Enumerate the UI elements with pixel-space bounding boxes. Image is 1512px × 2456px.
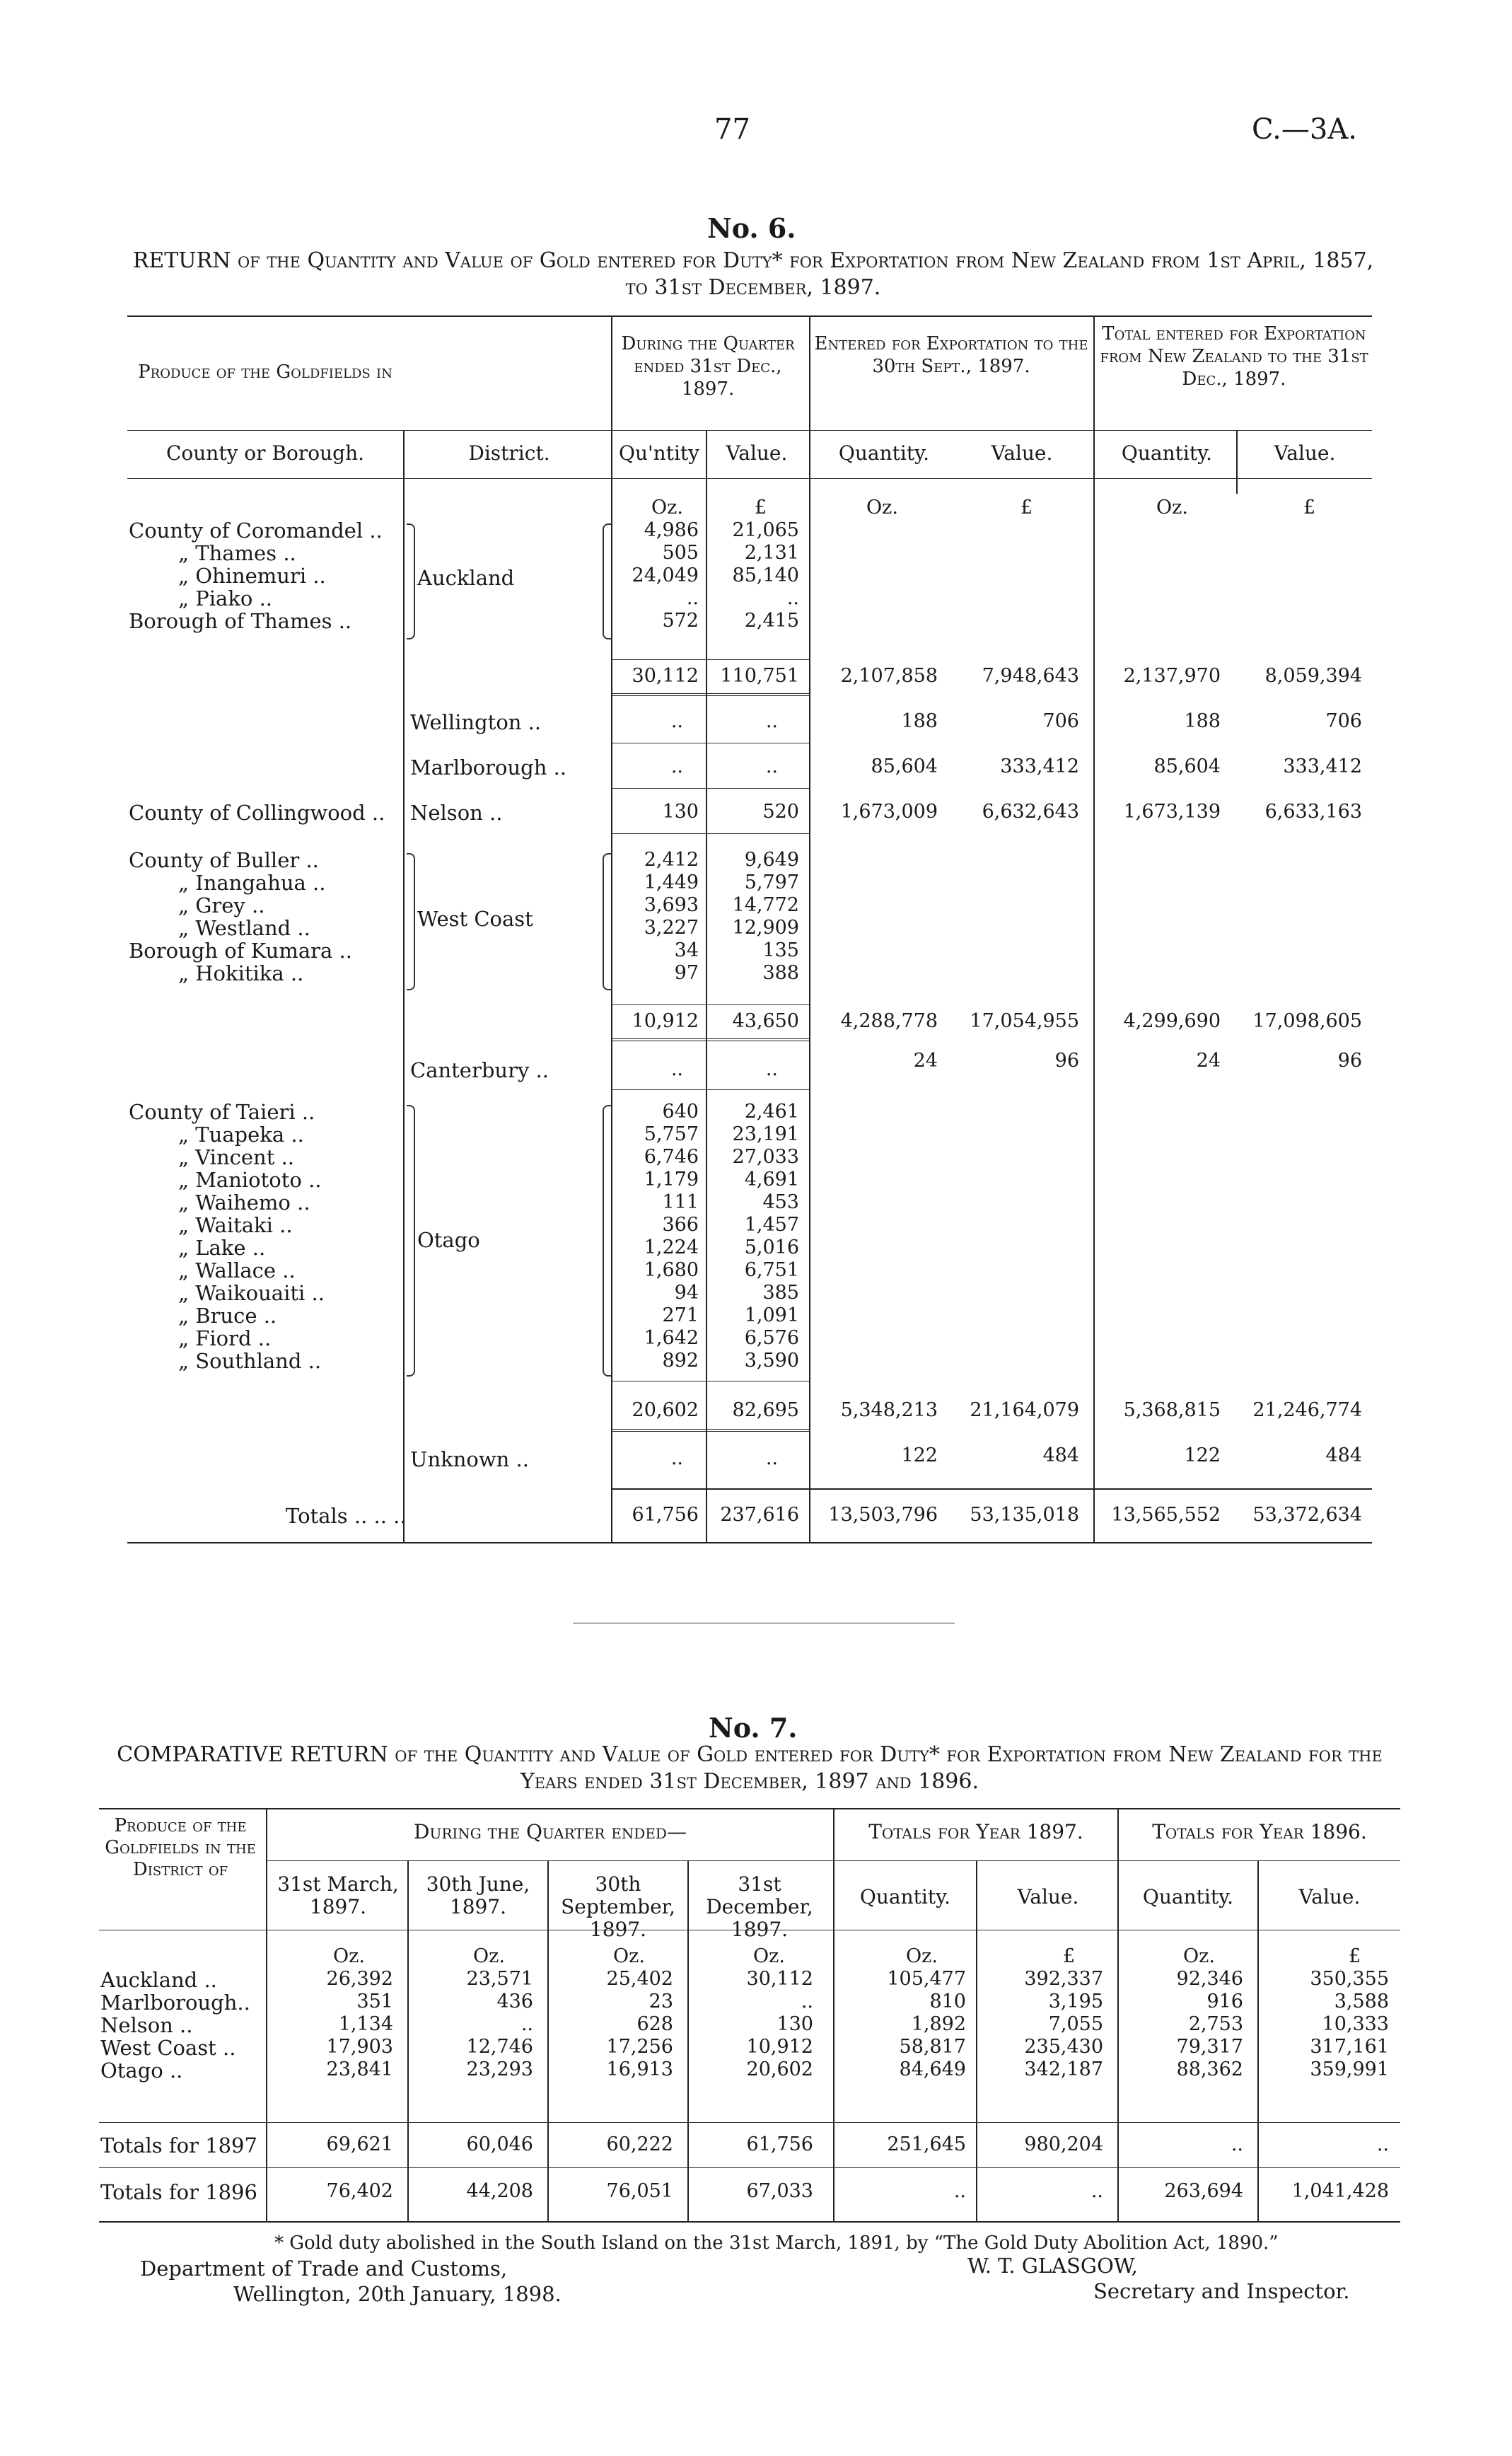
t6-auckland-brace-left [407,523,415,639]
t6-westcoast-sub-total-val: 17,098,605 [1252,1010,1362,1032]
t6-totals-entered-val: 53,135,018 [970,1504,1079,1526]
t7-totals1897-cell: 60,222 [606,2133,673,2155]
t6-westcoast-sub-total-qty: 4,299,690 [1123,1010,1221,1032]
t7-totals1897-label: Totals for 1897 [100,2133,257,2157]
county: „ Bruce .. [178,1304,277,1328]
t6-canterbury-qty: .. [670,1058,683,1080]
t7-row-cell: 17,256 [606,2036,673,2058]
footnote: * Gold duty abolished in the South Island on the 31st March, 1891, by “The Gold Duty Abolition Act, 1890.” [274,2232,1279,2254]
value: 453 [762,1191,799,1213]
t6-col-total-qty: Quantity. [1121,441,1213,465]
t6-westcoast-sub-qty: 10,912 [632,1010,699,1032]
t6-totals-total-val: 53,372,634 [1252,1504,1362,1526]
t7-row-cell: 436 [496,1991,533,2012]
t7-row-district: West Coast .. [100,2036,236,2060]
qty: 1,449 [644,871,699,893]
county: „ Wallace .. [178,1258,296,1282]
t7-unit: Oz. [753,1945,785,1967]
t7-row-cell: 105,477 [887,1968,966,1990]
t7-totals1896-cell: 76,051 [606,2180,673,2202]
county: „ Southland .. [178,1349,322,1373]
qty: 94 [674,1282,699,1304]
t7-row-cell: 58,817 [899,2036,966,2058]
qty: 1,224 [644,1236,699,1258]
t6-canterbury-val: .. [765,1058,778,1080]
t7-col-1897-value: Value. [1017,1885,1079,1908]
t6-unit-entered-qty: Oz. [866,497,898,519]
t7-row-cell: 2,753 [1188,2013,1243,2035]
t6-canterbury-total-val: 96 [1337,1050,1362,1072]
t7-header-1896: Totals for Year 1896. [1152,1820,1367,1843]
t6-otago-sum-rule [612,1381,809,1382]
county: „ Lake .. [178,1236,266,1260]
qty: 97 [674,962,699,984]
t6-totals-entered-qty: 13,503,796 [828,1504,938,1526]
t7-row-cell: 12,746 [466,2036,533,2058]
t6-unknown-qty: .. [670,1447,683,1469]
value: 85,140 [732,564,799,586]
t7-row-cell: .. [801,1991,813,2012]
t7-totals1897-cell: 61,756 [746,2133,813,2155]
t6-canterbury-entered-val: 96 [1054,1050,1079,1072]
t7-totals1897-cell: 60,046 [466,2133,533,2155]
t6-unit-entered-value: £ [1020,497,1033,519]
t7-row-cell: 350,355 [1310,1968,1389,1990]
t6-vline-1 [403,430,405,1542]
value: 27,033 [732,1146,799,1168]
t6-auckland-counties [129,519,383,632]
t6-otago-counties [129,1101,325,1372]
department-line2: Wellington, 20th January, 1898. [233,2282,562,2306]
t7-totals1897-rule [99,2167,1400,2168]
t6-vline-6 [1236,430,1238,494]
t6-westcoast-sub-val: 43,650 [732,1010,799,1032]
t6-westcoast-sub-entered-val: 17,054,955 [970,1010,1079,1032]
t7-col-1896-qty: Quantity. [1142,1885,1234,1908]
t7-unit: Oz. [473,1945,505,1967]
t6-nelson-district: Nelson .. [410,801,503,825]
t6-col-qty: Qu'ntity [619,441,699,465]
t7-row-cell: 23,293 [466,2058,533,2080]
t7-row-cell: 351 [356,1991,393,2012]
t7-unit: £ [1062,1945,1075,1967]
t6-header-quarter: During the Quarter ended 31st Dec., 1897. [621,333,795,400]
county: „ Westland .. [178,916,310,940]
t7-row-cell: 317,161 [1310,2036,1389,2058]
t6-wellington-val: .. [765,710,778,732]
t7-row-cell: 23,571 [466,1968,533,1990]
t7-totals1896-cell: 263,694 [1164,2180,1243,2202]
t7-totals1897-cell: 251,645 [887,2133,966,2155]
qty: 572 [662,610,699,632]
t7-row-cell: 16,913 [606,2058,673,2080]
t7-totals1897-cell: 69,621 [326,2133,393,2155]
t7-vline-1 [266,1808,267,2221]
t7-row-district: Otago .. [100,2058,183,2083]
qty: 111 [662,1191,699,1213]
qty: 1,179 [644,1169,699,1191]
t6-auckland-sum-rule [612,659,809,660]
county: „ Inangahua .. [178,871,326,895]
t7-unit: Oz. [613,1945,645,1967]
t7-totals1896-cell: 76,402 [326,2180,393,2202]
county: „ Vincent .. [178,1145,295,1169]
t7-row-cell: 84,649 [899,2058,966,2080]
t6-header-total: Total entered for Exportation from New Zealand to the 31st Dec., 1897. [1100,323,1368,390]
t6-nelson-val: 520 [762,801,799,823]
t7-totals1897-cell: .. [1231,2133,1243,2155]
county: Borough of Thames .. [129,609,352,633]
t7-unit: Oz. [906,1945,938,1967]
signature-name: W. T. GLASGOW, [967,2254,1138,2278]
t6-unknown-total-val: 484 [1325,1444,1362,1466]
t6-westcoast-dbl-rule [612,1038,809,1041]
t7-row-cell: 392,337 [1024,1968,1103,1990]
t7-bottom-rule [99,2221,1400,2223]
value: 1,091 [744,1304,799,1326]
t6-header-rule [127,430,1372,431]
t6-unknown-entered-qty: 122 [901,1444,938,1466]
t7-row-cell: 235,430 [1024,2036,1103,2058]
t7-row-cell: 23,841 [326,2058,393,2080]
t6-col-district: District. [468,441,550,465]
t7-col-mar: 31st March, 1897. [277,1872,399,1918]
t6-marlborough-qty: .. [670,755,683,777]
t6-otago-sub-entered-val: 21,164,079 [970,1399,1079,1421]
t6-auckland-sub-entered-qty: 2,107,858 [840,665,938,687]
t6-otago-district: Otago [417,1228,480,1252]
t7-col-jun: 30th June, 1897. [426,1872,530,1918]
t6-unit-value: £ [754,497,767,519]
value: 4,691 [744,1169,799,1191]
t6-auckland-brace-right [603,523,611,639]
t6-otago-sub-total-val: 21,246,774 [1252,1399,1362,1421]
t6-auckland-dbl-rule [612,693,809,696]
t6-otago-sub-entered-qty: 5,348,213 [840,1399,938,1421]
table6-top-rule [127,315,1372,317]
county: „ Fiord .. [178,1326,272,1350]
table6-number: No. 6. [707,212,796,244]
t6-nelson-entered-val: 6,632,643 [982,801,1079,823]
value: 2,415 [744,610,799,632]
county: „ Maniototo .. [178,1168,322,1192]
t7-row-cell: 25,402 [606,1968,673,1990]
t6-canterbury-entered-qty: 24 [913,1050,938,1072]
t7-totals1896-cell: 1,041,428 [1291,2180,1389,2202]
t6-col-county: County or Borough. [165,441,365,465]
value: 1,457 [744,1214,799,1236]
t6-westcoast-counties [129,849,352,985]
t6-otago-val [707,1101,799,1372]
qty: 4,986 [644,519,699,541]
t7-row-district: Nelson .. [100,2013,193,2037]
t7-header-produce: Produce of the Goldfields in the District of [105,1815,256,1880]
t6-westcoast-sum-rule [612,1004,809,1005]
t7-col-1896-value: Value. [1298,1885,1361,1908]
page-number: 77 [714,113,750,146]
qty: 366 [662,1214,699,1236]
t6-wellington-entered-val: 706 [1042,710,1079,732]
t6-otago-sub-qty: 20,602 [632,1399,699,1421]
t6-nelson-total-val: 6,633,163 [1264,801,1362,823]
t6-wellington-qty: .. [670,710,683,732]
t6-otago-dbl-rule [612,1429,809,1432]
value: 21,065 [732,519,799,541]
t7-rows-rule [99,2122,1400,2123]
county: County of Coromandel .. [129,519,383,543]
t6-col-entered-qty: Quantity. [838,441,930,465]
t6-marlborough-val: .. [765,755,778,777]
t6-marlborough-total-val: 333,412 [1283,755,1362,777]
t7-col-dec: 31st December, 1897. [706,1872,813,1941]
t6-westcoast-brace-left [407,853,415,990]
t7-col-1897-qty: Quantity. [859,1885,951,1908]
t6-westcoast-qty [612,849,699,985]
t7-row-cell: 92,346 [1176,1968,1243,1990]
t6-nelson-rule [612,833,809,834]
t6-nelson-county: County of Collingwood .. [129,801,385,825]
t7-row-cell: 88,362 [1176,2058,1243,2080]
t6-marlborough-entered-val: 333,412 [1000,755,1079,777]
value: 2,131 [744,542,799,564]
t6-auckland-sub-entered-val: 7,948,643 [982,665,1079,687]
qty: .. [686,587,699,609]
county: „ Thames .. [178,541,296,565]
t6-canterbury-total-qty: 24 [1196,1050,1221,1072]
qty: 3,693 [644,894,699,916]
t6-unknown-total-qty: 122 [1184,1444,1221,1466]
county: „ Hokitika .. [178,961,304,985]
t7-row-cell: 23 [649,1991,673,2012]
t7-row-district: Marlborough.. [100,1991,250,2015]
value: 9,649 [744,849,799,871]
t6-unknown-district: Unknown .. [410,1447,529,1471]
t6-wellington-district: Wellington .. [410,710,542,734]
t7-header-quarter: During the Quarter ended— [414,1820,687,1843]
t6-marlborough-entered-qty: 85,604 [871,755,938,777]
value: 12,909 [732,917,799,939]
t6-otago-qty [612,1101,699,1372]
t6-totals-total-qty: 13,565,552 [1111,1504,1221,1526]
t6-marlborough-district: Marlborough .. [410,755,567,780]
t6-westcoast-val [707,849,799,985]
qty: 24,049 [632,564,699,586]
table7-title: COMPARATIVE RETURN of the Quantity and Value of Gold entered for Duty* for Exportation from New Zealand for the Years ended 31st December, 1897 and 1896. [117,1742,1383,1794]
t7-row-cell: 810 [929,1991,966,2012]
table7-top-rule [99,1808,1400,1809]
county: „ Waitaki .. [178,1213,293,1237]
t7-row-cell: 342,187 [1024,2058,1103,2080]
t6-otago-brace-left [407,1105,415,1377]
t7-row-cell: 916 [1206,1991,1243,2012]
t7-col-sep: 30th September, 1897. [561,1872,675,1941]
county: „ Waihemo .. [178,1191,310,1215]
t6-auckland-sub-total-qty: 2,137,970 [1123,665,1221,687]
t6-totals-top-rule [612,1488,1372,1490]
t6-wellington-entered-qty: 188 [901,710,938,732]
t7-row-cell: 26,392 [326,1968,393,1990]
t7-row-cell: 1,134 [338,2013,393,2035]
qty: 640 [662,1101,699,1123]
t7-totals1896-cell: .. [1091,2180,1103,2202]
t7-row-cell: .. [521,2013,533,2035]
qty: 1,642 [644,1327,699,1349]
county: Borough of Kumara .. [129,939,352,963]
qty: 1,680 [644,1259,699,1281]
t6-auckland-sub-val: 110,751 [720,665,799,687]
t6-auckland-sub-total-val: 8,059,394 [1264,665,1362,687]
t7-row-cell: 1,892 [911,2013,966,2035]
value: 5,016 [744,1236,799,1258]
t6-otago-sub-val: 82,695 [732,1399,799,1421]
qty: 34 [674,939,699,961]
qty: 892 [662,1350,699,1372]
county: „ Piako .. [178,586,273,610]
t7-row-cell: 10,333 [1322,2013,1389,2035]
county: „ Tuapeka .. [178,1123,304,1147]
t7-row-cell: 20,602 [746,2058,813,2080]
t7-totals1896-cell: 67,033 [746,2180,813,2202]
qty: 3,227 [644,917,699,939]
t6-otago-sub-total-qty: 5,368,815 [1123,1399,1221,1421]
t7-row-cell: 17,903 [326,2036,393,2058]
t7-row-cell: 79,317 [1176,2036,1243,2058]
t7-row-cell: 30,112 [746,1968,813,1990]
county: „ Waikouaiti .. [178,1281,325,1305]
value: 6,576 [744,1327,799,1349]
t6-marlborough-rule [612,788,809,789]
t6-nelson-entered-qty: 1,673,009 [840,801,938,823]
t6-wellington-total-val: 706 [1325,710,1362,732]
t6-totals-val: 237,616 [720,1504,799,1526]
t7-totals1896-cell: .. [953,2180,966,2202]
t7-row-district: Auckland .. [100,1968,217,1992]
t7-row-cell: 7,055 [1048,2013,1103,2035]
value: 3,590 [744,1350,799,1372]
t7-row-cell: 3,588 [1334,1991,1389,2012]
t6-unknown-val: .. [765,1447,778,1469]
value: 5,797 [744,871,799,893]
t6-westcoast-sub-entered-qty: 4,288,778 [840,1010,938,1032]
t6-colheader-rule [127,478,1372,479]
signature-title: Secretary and Inspector. [1093,2279,1350,2303]
t7-row-cell: 628 [636,2013,673,2035]
value: 23,191 [732,1123,799,1145]
table7-number: No. 7. [709,1712,798,1744]
t6-auckland-val [707,519,799,632]
value: 2,461 [744,1101,799,1123]
t6-bottom-rule [127,1542,1372,1543]
t6-canterbury-rule [612,1089,809,1090]
qty: 5,757 [644,1123,699,1145]
t7-totals1896-cell: 44,208 [466,2180,533,2202]
t6-auckland-district: Auckland [417,566,515,590]
county: „ Ohinemuri .. [178,564,326,588]
county: County of Buller .. [129,848,319,872]
t6-header-produce: Produce of the Goldfields in [138,361,392,383]
qty: 271 [662,1304,699,1326]
t6-otago-brace-right [603,1105,611,1377]
t7-row-cell: 3,195 [1048,1991,1103,2012]
qty: 6,746 [644,1146,699,1168]
t6-col-entered-value: Value. [991,441,1053,465]
qty: 505 [662,542,699,564]
value: 385 [762,1282,799,1304]
t7-header-1897: Totals for Year 1897. [868,1820,1083,1843]
t7-totals1897-cell: 980,204 [1024,2133,1103,2155]
value: 135 [762,939,799,961]
t7-row-cell: 130 [777,2013,813,2035]
t6-nelson-qty: 130 [662,801,699,823]
t6-unit-total-qty: Oz. [1156,497,1188,519]
t7-row-cell: 359,991 [1310,2058,1389,2080]
t6-westcoast-district: West Coast [417,907,533,931]
t7-totals1897-cell: .. [1376,2133,1389,2155]
t6-auckland-sub-qty: 30,112 [632,665,699,687]
value: 14,772 [732,894,799,916]
t7-row-cell: 10,912 [746,2036,813,2058]
t6-nelson-total-qty: 1,673,139 [1123,801,1221,823]
value: 6,751 [744,1259,799,1281]
value: .. [786,587,799,609]
t6-unit-total-value: £ [1303,497,1315,519]
qty: 2,412 [644,849,699,871]
table6-title: RETURN of the Quantity and Value of Gold entered for Duty* for Exportation from New Zealand from 1st April, 1857, to 31st December, 1897. [132,248,1374,300]
t6-col-total-value: Value. [1274,441,1336,465]
t6-auckland-qty [612,519,699,632]
value: 388 [762,962,799,984]
t6-unit-qty: Oz. [651,497,683,519]
t6-header-entered: Entered for Exportation to the 30th Sept., 1897. [814,333,1088,377]
department-line1: Department of Trade and Customs, [140,2257,508,2281]
t6-vline-4 [809,315,810,1542]
t6-canterbury-district: Canterbury .. [410,1058,549,1082]
t7-totals1896-label: Totals for 1896 [100,2180,257,2204]
t7-unit: Oz. [1183,1945,1215,1967]
t6-westcoast-brace-right [603,853,611,990]
t6-unknown-entered-val: 484 [1042,1444,1079,1466]
t6-marlborough-total-qty: 85,604 [1153,755,1221,777]
t6-totals-qty: 61,756 [632,1504,699,1526]
t6-wellington-total-qty: 188 [1184,710,1221,732]
t6-col-value: Value. [726,441,788,465]
county: County of Taieri .. [129,1100,315,1124]
county: „ Grey .. [178,893,265,917]
t7-unit: Oz. [333,1945,365,1967]
document-reference: C.—3A. [1252,113,1357,146]
t6-totals-label: Totals .. .. .. [286,1504,407,1528]
t7-unit: £ [1348,1945,1361,1967]
t6-vline-5 [1093,315,1095,1542]
